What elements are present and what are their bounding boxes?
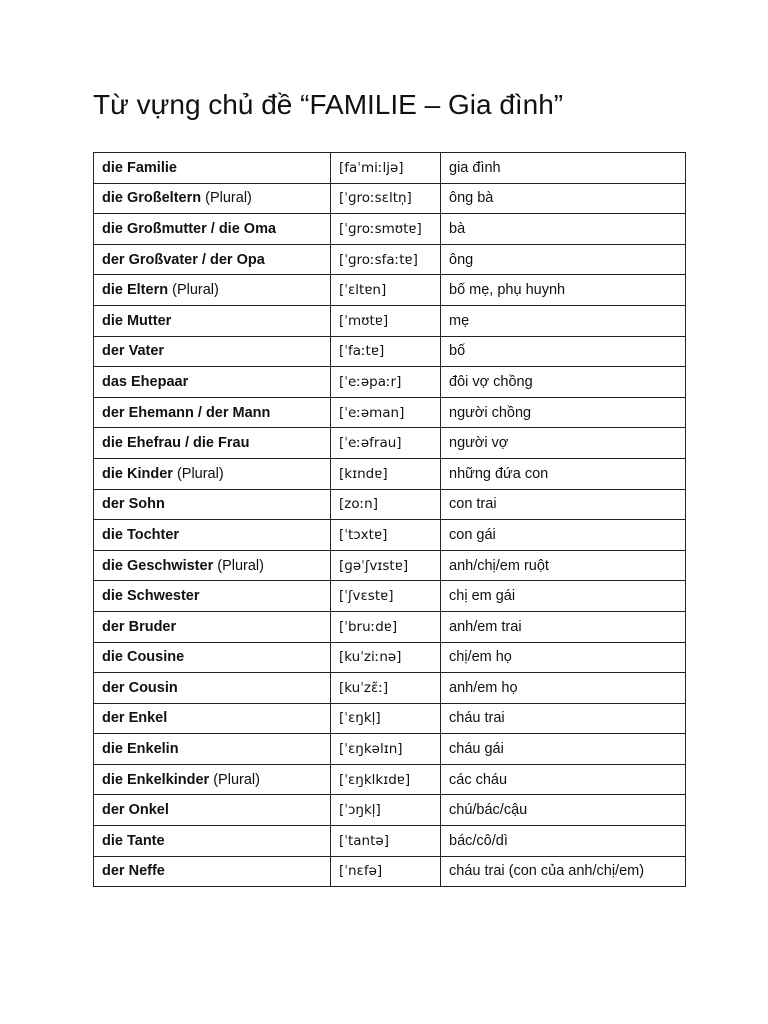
pronunciation-cell: [ˈɛŋklkɪdɐ] [331, 764, 441, 795]
pronunciation-cell: [ˈɡroːsfaːtɐ] [331, 244, 441, 275]
meaning-cell: người vợ [441, 428, 686, 459]
german-term: die Familie [102, 159, 177, 176]
meaning-cell: cháu trai (con của anh/chị/em) [441, 856, 686, 887]
table-row [94, 642, 686, 673]
pronunciation-cell: [ˈɡroːsmʊtɐ] [331, 214, 441, 245]
pronunciation-cell: [ˈfaːtɐ] [331, 336, 441, 367]
pronunciation-cell: [ˈɛŋkəlɪn] [331, 734, 441, 765]
german-term-cell [94, 214, 331, 245]
vocabulary-table [93, 152, 686, 887]
meaning-cell: ông bà [441, 183, 686, 214]
page-title: Từ vựng chủ đề “FAMILIE – Gia đình” [93, 89, 564, 120]
german-term-cell [94, 795, 331, 826]
table-row [94, 183, 686, 214]
vocabulary-table-body [94, 153, 686, 887]
german-term: die Geschwister [102, 557, 214, 574]
table-row [94, 520, 686, 551]
table-row [94, 673, 686, 704]
meaning-cell: anh/em trai [441, 611, 686, 642]
german-term: das Ehepaar [102, 373, 189, 390]
german-term-cell [94, 183, 331, 214]
pronunciation-cell: [ˈɡroːsɛltn̩] [331, 183, 441, 214]
german-term: der Neffe [102, 863, 165, 880]
table-row [94, 795, 686, 826]
meaning-cell: bố [441, 336, 686, 367]
table-row [94, 428, 686, 459]
meaning-cell: con gái [441, 520, 686, 551]
german-term: die Mutter [102, 312, 172, 329]
pronunciation-cell: [kuˈziːnə] [331, 642, 441, 673]
table-row [94, 826, 686, 857]
german-term-cell [94, 153, 331, 184]
german-term-cell [94, 367, 331, 398]
pronunciation-cell: [ˈɛltɐn] [331, 275, 441, 306]
meaning-cell: bố mẹ, phụ huynh [441, 275, 686, 306]
table-row [94, 275, 686, 306]
pronunciation-cell: [ɡəˈʃvɪstɐ] [331, 550, 441, 581]
german-term-cell [94, 336, 331, 367]
german-term-cell [94, 856, 331, 887]
pronunciation-cell: [zoːn] [331, 489, 441, 520]
table-row [94, 856, 686, 887]
table-row [94, 764, 686, 795]
german-term-cell [94, 550, 331, 581]
meaning-cell: anh/em họ [441, 673, 686, 704]
pronunciation-cell: [ˈmʊtɐ] [331, 305, 441, 336]
german-term: die Eltern [102, 282, 169, 299]
meaning-cell: gia đình [441, 153, 686, 184]
pronunciation-cell: [faˈmiːljə] [331, 153, 441, 184]
german-term: die Kinder [102, 465, 173, 482]
german-term: der Großvater / der Opa [102, 251, 265, 268]
german-term-cell [94, 611, 331, 642]
pronunciation-cell: [ˈʃvɛstɐ] [331, 581, 441, 612]
pronunciation-cell: [kuˈzɛ̃ː] [331, 673, 441, 704]
meaning-cell: ông [441, 244, 686, 275]
pronunciation-cell: [ˈtantə] [331, 826, 441, 857]
german-term: die Ehefrau / die Frau [102, 435, 250, 452]
meaning-cell: đôi vợ chồng [441, 367, 686, 398]
plural-note: (Plural) [172, 282, 219, 299]
german-term: der Vater [102, 343, 165, 360]
table-row [94, 214, 686, 245]
meaning-cell: người chồng [441, 397, 686, 428]
table-row [94, 305, 686, 336]
german-term-cell [94, 275, 331, 306]
german-term: der Onkel [102, 802, 169, 819]
german-term-cell [94, 734, 331, 765]
german-term-cell [94, 703, 331, 734]
german-term-cell [94, 428, 331, 459]
pronunciation-cell: [ˈɛŋkl̩] [331, 703, 441, 734]
pronunciation-cell: [kɪndɐ] [331, 458, 441, 489]
german-term-cell [94, 489, 331, 520]
meaning-cell: những đứa con [441, 458, 686, 489]
german-term-cell [94, 764, 331, 795]
german-term-cell [94, 397, 331, 428]
german-term: der Ehemann / der Mann [102, 404, 271, 421]
meaning-cell: bác/cô/dì [441, 826, 686, 857]
german-term: der Bruder [102, 618, 177, 635]
german-term: der Cousin [102, 679, 178, 696]
meaning-cell: chị em gái [441, 581, 686, 612]
pronunciation-cell: [ˈtɔxtɐ] [331, 520, 441, 551]
pronunciation-cell: [ˈeːəfrau] [331, 428, 441, 459]
german-term-cell [94, 581, 331, 612]
plural-note: (Plural) [213, 771, 260, 788]
german-term-cell [94, 673, 331, 704]
german-term: die Großmutter / die Oma [102, 220, 277, 237]
meaning-cell: cháu gái [441, 734, 686, 765]
table-row [94, 489, 686, 520]
german-term: die Cousine [102, 649, 185, 666]
table-row [94, 367, 686, 398]
table-row [94, 458, 686, 489]
meaning-cell: anh/chị/em ruột [441, 550, 686, 581]
table-row [94, 611, 686, 642]
table-row [94, 734, 686, 765]
meaning-cell: chú/bác/cậu [441, 795, 686, 826]
plural-note: (Plural) [205, 190, 252, 207]
german-term: die Tochter [102, 526, 180, 543]
german-term: der Enkel [102, 710, 168, 727]
meaning-cell: con trai [441, 489, 686, 520]
meaning-cell: mẹ [441, 305, 686, 336]
german-term: der Sohn [102, 496, 165, 513]
table-row [94, 244, 686, 275]
table-row [94, 703, 686, 734]
german-term: die Enkelin [102, 741, 179, 758]
meaning-cell: bà [441, 214, 686, 245]
plural-note: (Plural) [176, 465, 224, 482]
german-term-cell [94, 642, 331, 673]
table-row [94, 153, 686, 184]
german-term-cell [94, 305, 331, 336]
pronunciation-cell: [ˈeːəpaːr] [331, 367, 441, 398]
german-term: die Tante [102, 832, 165, 849]
pronunciation-cell: [ˈɔŋkl̩] [331, 795, 441, 826]
meaning-cell: chị/em họ [441, 642, 686, 673]
german-term: die Großeltern [102, 190, 202, 207]
german-term-cell [94, 520, 331, 551]
table-row [94, 581, 686, 612]
table-row [94, 550, 686, 581]
german-term: die Schwester [102, 588, 200, 605]
pronunciation-cell: [ˈbruːdɐ] [331, 611, 441, 642]
plural-note: (Plural) [217, 557, 264, 574]
pronunciation-cell: [ˈeːəman] [331, 397, 441, 428]
meaning-cell: cháu trai [441, 703, 686, 734]
table-row [94, 397, 686, 428]
table-row [94, 336, 686, 367]
german-term-cell [94, 458, 331, 489]
german-term-cell [94, 826, 331, 857]
meaning-cell: các cháu [441, 764, 686, 795]
german-term: die Enkelkinder [102, 771, 210, 788]
german-term-cell [94, 244, 331, 275]
pronunciation-cell: [ˈnɛfə] [331, 856, 441, 887]
